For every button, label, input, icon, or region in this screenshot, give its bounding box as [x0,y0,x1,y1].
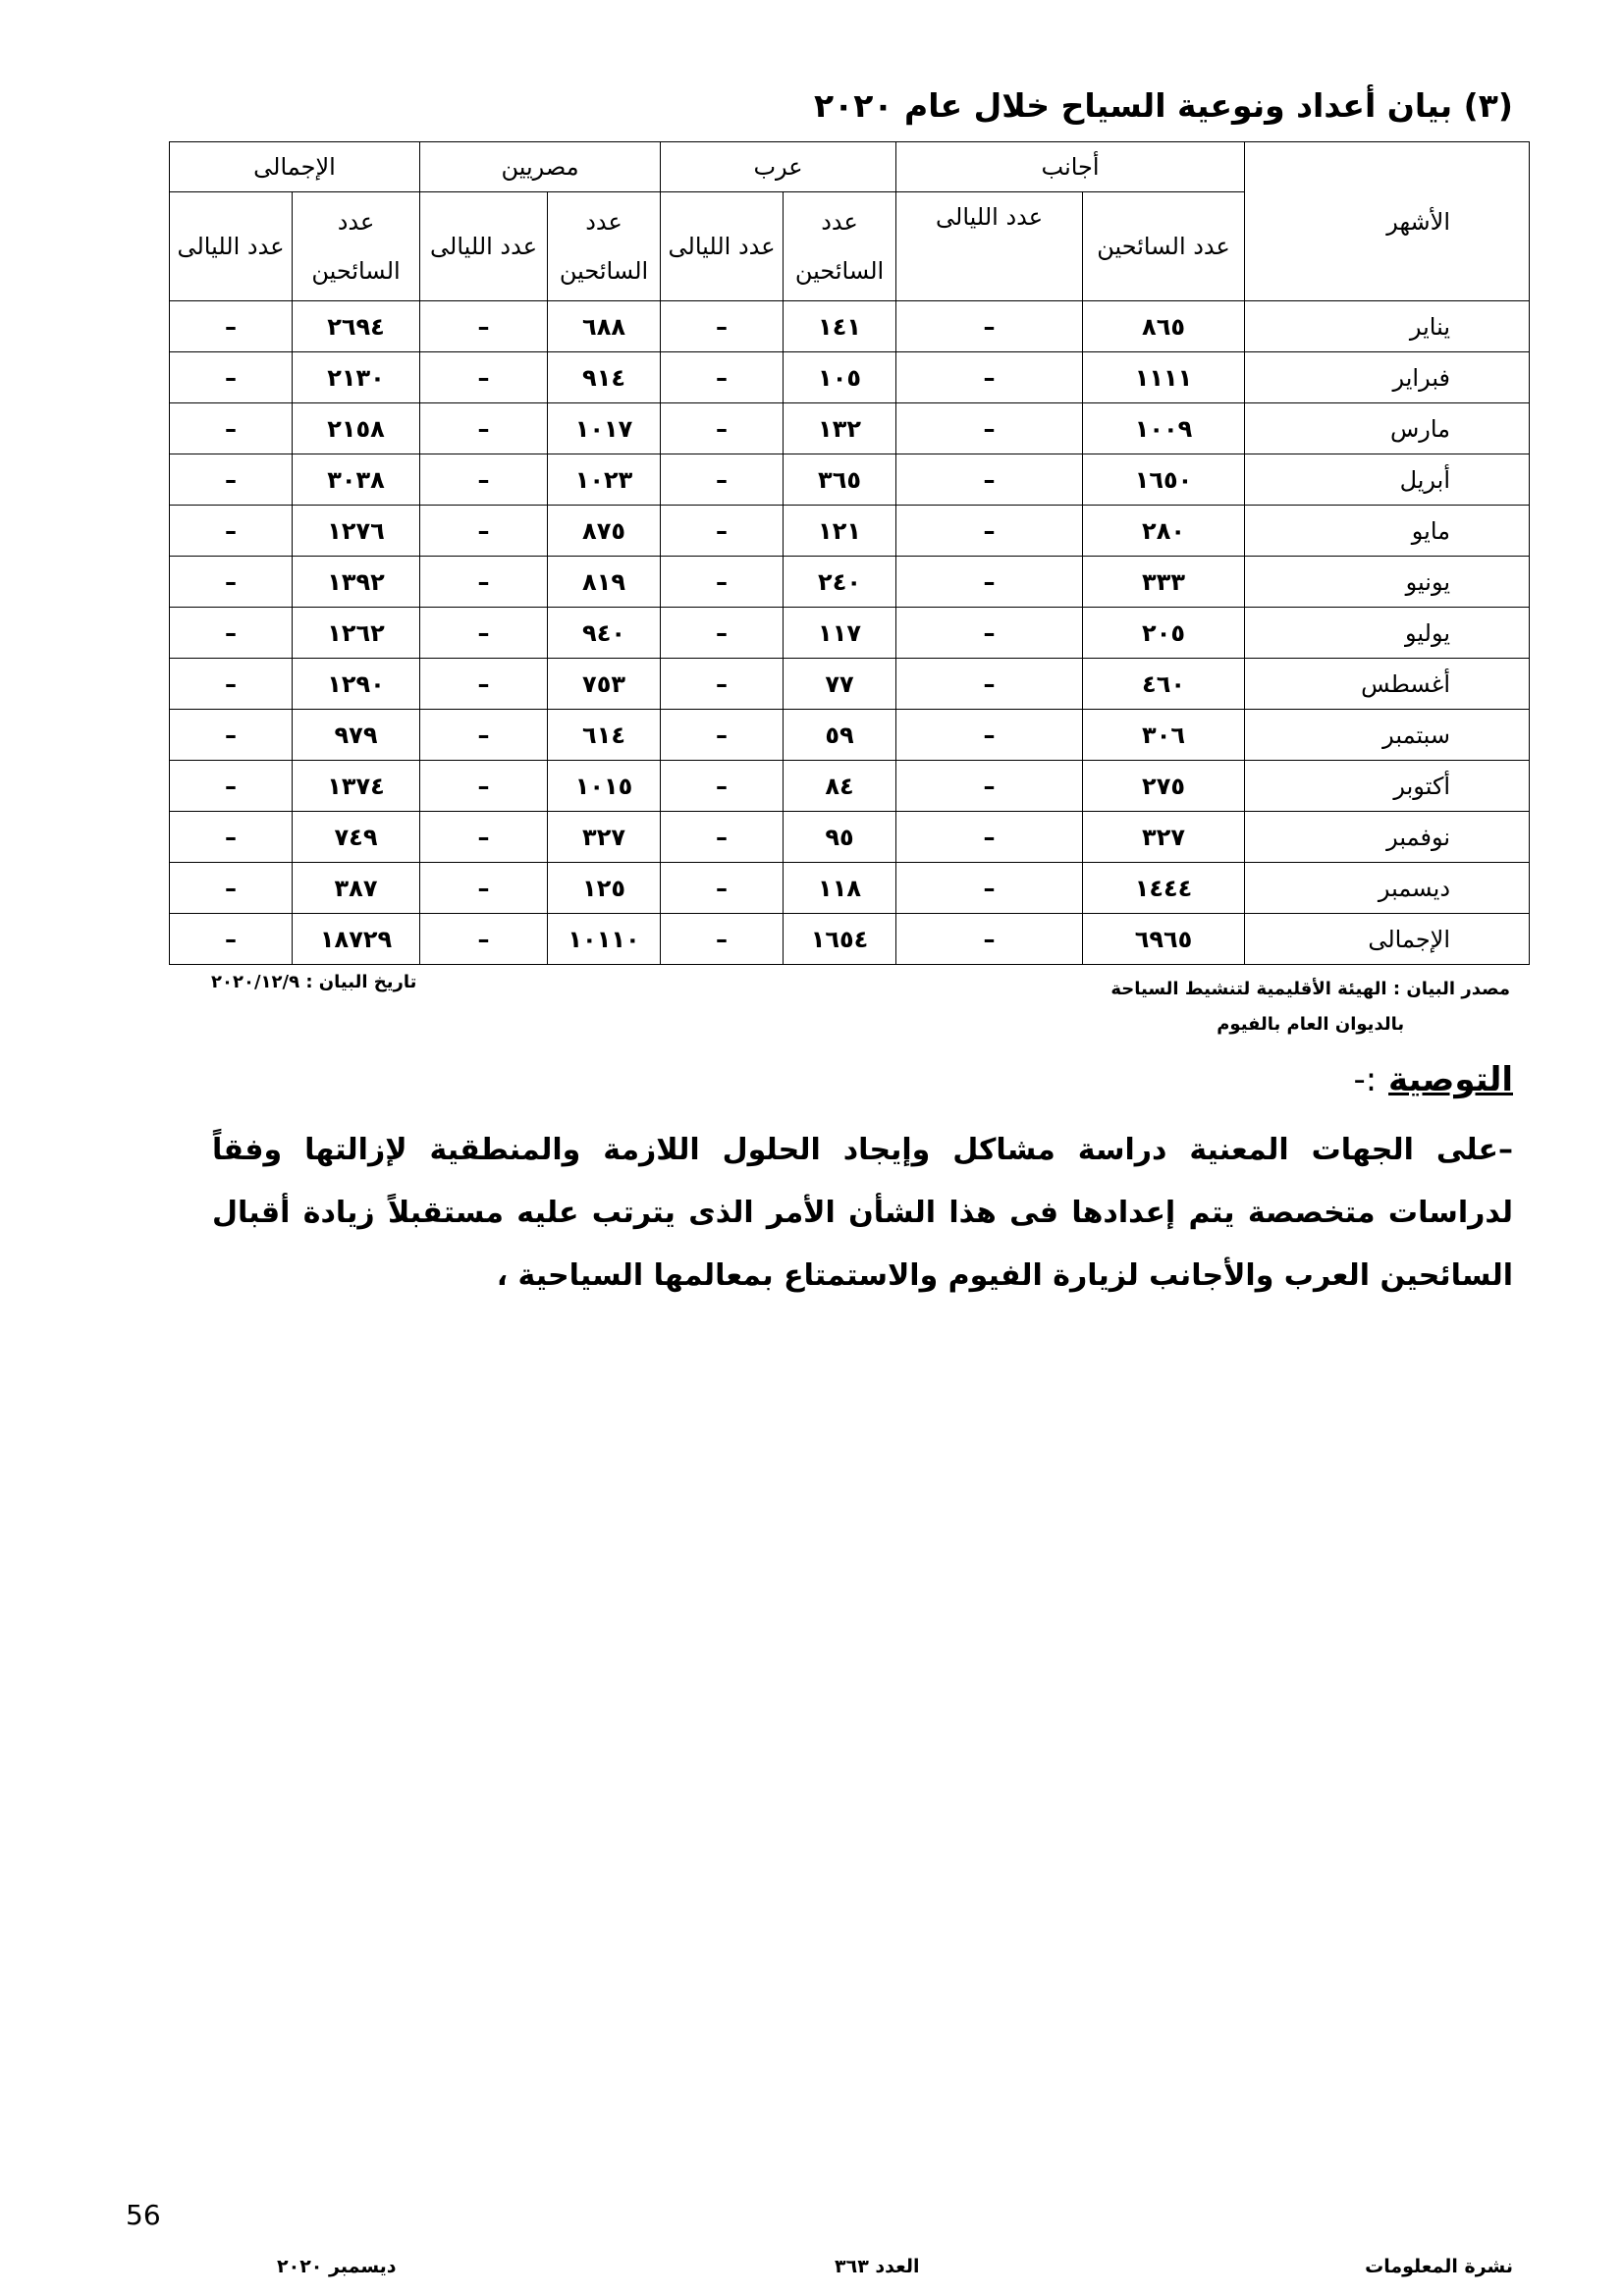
cell-total-tourists: ١٢٩٠ [293,659,420,710]
cell-arab-nights: – [661,761,784,812]
cell-egypt-tourists: ٨١٩ [548,557,661,608]
cell-month: يونيو [1245,557,1530,608]
cell-foreign-tourists: ٣٣٣ [1083,557,1245,608]
page-number: 56 [126,2199,161,2231]
table-row [170,659,1530,710]
cell-total-nights: – [170,659,293,710]
table-row [170,301,1530,352]
cell-month: يناير [1245,301,1530,352]
cell-arab-nights: – [661,608,784,659]
cell-foreign-tourists: ٦٩٦٥ [1083,914,1245,965]
cell-month: نوفمبر [1245,812,1530,863]
cell-arab-tourists: ١٦٥٤ [784,914,896,965]
cell-total-tourists: ٩٧٩ [293,710,420,761]
cell-month: فبراير [1245,352,1530,403]
table-row [170,710,1530,761]
cell-egypt-tourists: ٩٤٠ [548,608,661,659]
cell-total-tourists: ٢٦٩٤ [293,301,420,352]
source-line-2: بالديوان العام بالفيوم [1217,1014,1405,1035]
cell-foreign-nights: – [896,608,1083,659]
table-row [170,812,1530,863]
foreign-tourists-header: عدد السائحين [1083,192,1245,301]
cell-egypt-nights: – [420,301,548,352]
cell-foreign-nights: – [896,710,1083,761]
cell-egypt-nights: – [420,659,548,710]
cell-total-tourists: ٣٠٣٨ [293,454,420,506]
total-nights-header: عدد الليالى [170,192,293,301]
cell-total-tourists: ٢١٥٨ [293,403,420,454]
cell-foreign-nights: – [896,506,1083,557]
table-row [170,863,1530,914]
cell-month: يوليو [1245,608,1530,659]
cell-foreign-tourists: ٣٢٧ [1083,812,1245,863]
cell-arab-nights: – [661,506,784,557]
group-foreign-header: أجانب [896,142,1245,192]
cell-total-nights: – [170,710,293,761]
cell-foreign-nights: – [896,863,1083,914]
cell-foreign-nights: – [896,557,1083,608]
cell-egypt-tourists: ١٠١٧ [548,403,661,454]
cell-arab-nights: – [661,403,784,454]
table-row [170,454,1530,506]
cell-arab-tourists: ١٠٥ [784,352,896,403]
cell-egypt-nights: – [420,914,548,965]
cell-arab-nights: – [661,659,784,710]
cell-arab-nights: – [661,557,784,608]
cell-arab-nights: – [661,454,784,506]
cell-arab-tourists: ٨٤ [784,761,896,812]
page-footer [0,2256,1623,2296]
cell-arab-tourists: ٧٧ [784,659,896,710]
cell-egypt-nights: – [420,812,548,863]
cell-foreign-nights: – [896,403,1083,454]
cell-egypt-tourists: ١٠٢٣ [548,454,661,506]
cell-egypt-nights: – [420,761,548,812]
cell-egypt-nights: – [420,557,548,608]
cell-foreign-tourists: ١١١١ [1083,352,1245,403]
cell-month: أبريل [1245,454,1530,506]
cell-month: الإجمالى [1245,914,1530,965]
egyptian-nights-header: عدد الليالى [420,192,548,301]
cell-egypt-nights: – [420,863,548,914]
page-title: (٣) بيان أعداد ونوعية السياح خلال عام ٢٠٢٠ [813,86,1513,125]
cell-total-tourists: ١٢٦٢ [293,608,420,659]
table-body [170,301,1530,965]
cell-arab-tourists: ٥٩ [784,710,896,761]
cell-foreign-nights: – [896,454,1083,506]
cell-foreign-nights: – [896,352,1083,403]
cell-foreign-tourists: ٢٨٠ [1083,506,1245,557]
cell-arab-nights: – [661,301,784,352]
cell-foreign-nights: – [896,812,1083,863]
cell-total-tourists: ١٣٩٢ [293,557,420,608]
cell-arab-tourists: ٢٤٠ [784,557,896,608]
tourist-statistics-table [169,141,1530,965]
cell-egypt-tourists: ١٠١٥ [548,761,661,812]
cell-egypt-nights: – [420,710,548,761]
table-total-row [170,914,1530,965]
cell-egypt-nights: – [420,454,548,506]
cell-arab-nights: – [661,914,784,965]
cell-foreign-nights: – [896,914,1083,965]
cell-arab-tourists: ١٤١ [784,301,896,352]
arab-tourists-header: عدد السائحين [784,192,896,301]
table-row [170,557,1530,608]
table-row [170,403,1530,454]
cell-foreign-tourists: ٤٦٠ [1083,659,1245,710]
cell-month: ديسمبر [1245,863,1530,914]
cell-total-tourists: ٧٤٩ [293,812,420,863]
cell-arab-tourists: ١١٨ [784,863,896,914]
cell-total-nights: – [170,914,293,965]
cell-total-nights: – [170,863,293,914]
cell-arab-nights: – [661,352,784,403]
cell-total-tourists: ١٣٧٤ [293,761,420,812]
table-row [170,506,1530,557]
cell-egypt-nights: – [420,352,548,403]
cell-total-nights: – [170,454,293,506]
cell-foreign-tourists: ٣٠٦ [1083,710,1245,761]
cell-arab-nights: – [661,863,784,914]
cell-egypt-tourists: ٨٧٥ [548,506,661,557]
cell-month: أكتوبر [1245,761,1530,812]
egyptian-tourists-header: عدد السائحين [548,192,661,301]
cell-foreign-nights: – [896,659,1083,710]
arab-nights-header: عدد الليالى [661,192,784,301]
cell-arab-tourists: ١٣٢ [784,403,896,454]
cell-egypt-tourists: ٦٨٨ [548,301,661,352]
cell-foreign-tourists: ٨٦٥ [1083,301,1245,352]
cell-foreign-tourists: ١٦٥٠ [1083,454,1245,506]
cell-egypt-nights: – [420,506,548,557]
source-note [1110,972,1510,1042]
cell-month: سبتمبر [1245,710,1530,761]
footer-issue: العدد ٣٦٣ [835,2256,920,2277]
cell-foreign-tourists: ١٠٠٩ [1083,403,1245,454]
cell-foreign-tourists: ١٤٤٤ [1083,863,1245,914]
cell-arab-tourists: ٩٥ [784,812,896,863]
cell-egypt-tourists: ٩١٤ [548,352,661,403]
cell-arab-tourists: ١٢١ [784,506,896,557]
cell-total-nights: – [170,403,293,454]
cell-egypt-nights: – [420,608,548,659]
cell-arab-tourists: ١١٧ [784,608,896,659]
cell-total-nights: – [170,301,293,352]
cell-egypt-tourists: ٣٢٧ [548,812,661,863]
table-row [170,352,1530,403]
group-egyptian-header: مصريين [420,142,661,192]
cell-month: مارس [1245,403,1530,454]
cell-total-tourists: ١٨٧٢٩ [293,914,420,965]
data-date: تاريخ البيان : ٢٠٢٠/١٢/٩ [211,972,417,992]
cell-total-tourists: ٢١٣٠ [293,352,420,403]
foreign-nights-header: عدد الليالى [896,192,1083,301]
cell-total-tourists: ٣٨٧ [293,863,420,914]
recommendation-suffix: :- [1353,1060,1378,1099]
cell-foreign-tourists: ٢٧٥ [1083,761,1245,812]
months-header: الأشهر [1245,142,1530,301]
cell-foreign-nights: – [896,761,1083,812]
cell-arab-nights: – [661,710,784,761]
footer-date: ديسمبر ٢٠٢٠ [277,2256,397,2277]
cell-total-nights: – [170,608,293,659]
table-row [170,761,1530,812]
recommendation-title: التوصية [1388,1060,1513,1099]
cell-egypt-nights: – [420,403,548,454]
cell-arab-nights: – [661,812,784,863]
cell-egypt-tourists: ٧٥٣ [548,659,661,710]
recommendation-heading [1353,1060,1513,1099]
cell-foreign-nights: – [896,301,1083,352]
table-row [170,608,1530,659]
cell-total-tourists: ١٢٧٦ [293,506,420,557]
cell-total-nights: – [170,352,293,403]
cell-month: مايو [1245,506,1530,557]
recommendation-body: –على الجهات المعنية دراسة مشاكل وإيجاد الحلول اللازمة والمنطقية لإزالتها وفقاً لدراسات متخصصة يتم إعدادها فى هذا الشأن الأمر الذى يترتب عليه مستقبلاً زيادة أقبال السائحين العرب والأجانب لزيارة الفيوم والاستمتاع بمعالمها السياحية ، [212,1133,1513,1293]
cell-egypt-tourists: ٦١٤ [548,710,661,761]
cell-total-nights: – [170,506,293,557]
group-total-header: الإجمالى [170,142,420,192]
cell-total-nights: – [170,557,293,608]
cell-egypt-tourists: ١٠١١٠ [548,914,661,965]
group-arab-header: عرب [661,142,896,192]
cell-total-nights: – [170,761,293,812]
cell-foreign-tourists: ٢٠٥ [1083,608,1245,659]
footer-publication: نشرة المعلومات [1365,2256,1513,2277]
cell-month: أغسطس [1245,659,1530,710]
cell-egypt-tourists: ١٢٥ [548,863,661,914]
cell-total-nights: – [170,812,293,863]
cell-arab-tourists: ٣٦٥ [784,454,896,506]
total-tourists-header: عدد السائحين [293,192,420,301]
source-line-1: مصدر البيان : الهيئة الأقليمية لتنشيط السياحة [1110,979,1510,999]
